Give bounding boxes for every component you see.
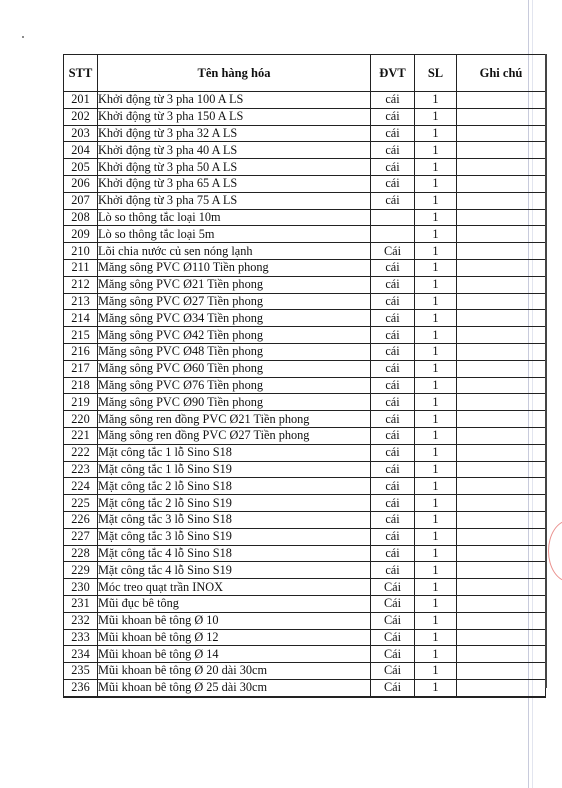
row-stt: 204 xyxy=(64,142,98,159)
table-row xyxy=(64,125,546,142)
row-note xyxy=(457,595,546,612)
row-name: Mũi khoan bê tông Ø 12 xyxy=(98,629,371,646)
row-note xyxy=(457,679,546,696)
row-unit: cái xyxy=(371,545,415,562)
row-note xyxy=(457,495,546,512)
row-stt: 227 xyxy=(64,528,98,545)
row-note xyxy=(457,394,546,411)
row-note xyxy=(457,259,546,276)
row-stt: 206 xyxy=(64,175,98,192)
row-unit: cái xyxy=(371,259,415,276)
row-qty: 1 xyxy=(415,478,457,495)
row-stt: 216 xyxy=(64,343,98,360)
scan-speck xyxy=(22,36,24,38)
row-note xyxy=(457,612,546,629)
row-note xyxy=(457,511,546,528)
table-row xyxy=(64,92,546,109)
table-row xyxy=(64,360,546,377)
row-unit: cái xyxy=(371,495,415,512)
row-name: Mặt công tắc 4 lỗ Sino S19 xyxy=(98,562,371,579)
row-name: Mặt công tắc 4 lỗ Sino S18 xyxy=(98,545,371,562)
row-stt: 217 xyxy=(64,360,98,377)
row-name: Mặt công tắc 3 lỗ Sino S19 xyxy=(98,528,371,545)
row-stt: 221 xyxy=(64,427,98,444)
row-name: Mặt công tắc 2 lỗ Sino S18 xyxy=(98,478,371,495)
row-qty: 1 xyxy=(415,461,457,478)
row-qty: 1 xyxy=(415,411,457,428)
row-qty: 1 xyxy=(415,679,457,696)
row-unit: cái xyxy=(371,293,415,310)
header-qty: SL xyxy=(415,55,457,92)
row-name: Khởi động từ 3 pha 100 A LS xyxy=(98,92,371,109)
table-row xyxy=(64,629,546,646)
row-unit: Cái xyxy=(371,629,415,646)
row-stt: 236 xyxy=(64,679,98,696)
row-note xyxy=(457,411,546,428)
row-qty: 1 xyxy=(415,579,457,596)
row-name: Măng sông PVC Ø60 Tiền phong xyxy=(98,360,371,377)
row-name: Măng sông PVC Ø21 Tiền phong xyxy=(98,276,371,293)
row-note xyxy=(457,646,546,663)
row-stt: 210 xyxy=(64,243,98,260)
table-row xyxy=(64,528,546,545)
table-row xyxy=(64,562,546,579)
row-note xyxy=(457,327,546,344)
table-row xyxy=(64,209,546,226)
row-qty: 1 xyxy=(415,545,457,562)
row-stt: 209 xyxy=(64,226,98,243)
row-note xyxy=(457,377,546,394)
row-note xyxy=(457,108,546,125)
row-note xyxy=(457,276,546,293)
row-qty: 1 xyxy=(415,243,457,260)
row-qty: 1 xyxy=(415,175,457,192)
row-qty: 1 xyxy=(415,394,457,411)
row-stt: 211 xyxy=(64,259,98,276)
row-name: Khởi động từ 3 pha 150 A LS xyxy=(98,108,371,125)
table-row xyxy=(64,478,546,495)
row-unit: cái xyxy=(371,394,415,411)
table-row xyxy=(64,159,546,176)
table-right-shadow xyxy=(545,54,547,688)
row-qty: 1 xyxy=(415,92,457,109)
row-note xyxy=(457,159,546,176)
table-row xyxy=(64,444,546,461)
row-qty: 1 xyxy=(415,595,457,612)
row-stt: 214 xyxy=(64,310,98,327)
row-unit: cái xyxy=(371,125,415,142)
row-qty: 1 xyxy=(415,343,457,360)
row-stt: 207 xyxy=(64,192,98,209)
table-row xyxy=(64,411,546,428)
row-stt: 208 xyxy=(64,209,98,226)
row-name: Móc treo quạt trần INOX xyxy=(98,579,371,596)
row-name: Khởi động từ 3 pha 40 A LS xyxy=(98,142,371,159)
row-name: Khởi động từ 3 pha 50 A LS xyxy=(98,159,371,176)
header-row xyxy=(64,55,546,92)
row-qty: 1 xyxy=(415,511,457,528)
row-unit: cái xyxy=(371,327,415,344)
row-unit: cái xyxy=(371,310,415,327)
row-note xyxy=(457,444,546,461)
row-name: Lò so thông tắc loại 10m xyxy=(98,209,371,226)
row-note xyxy=(457,663,546,680)
row-qty: 1 xyxy=(415,528,457,545)
row-qty: 1 xyxy=(415,259,457,276)
table-row xyxy=(64,679,546,696)
row-unit: cái xyxy=(371,562,415,579)
table-row xyxy=(64,226,546,243)
header-note: Ghi chú xyxy=(457,55,546,92)
row-stt: 233 xyxy=(64,629,98,646)
header-stt: STT xyxy=(64,55,98,92)
row-unit: cái xyxy=(371,444,415,461)
goods-table-body xyxy=(64,92,546,697)
row-note xyxy=(457,545,546,562)
table-row xyxy=(64,293,546,310)
row-unit: cái xyxy=(371,528,415,545)
row-note xyxy=(457,226,546,243)
row-unit: cái xyxy=(371,175,415,192)
row-qty: 1 xyxy=(415,495,457,512)
row-unit: cái xyxy=(371,343,415,360)
table-row xyxy=(64,394,546,411)
row-name: Mũi khoan bê tông Ø 25 dài 30cm xyxy=(98,679,371,696)
row-note xyxy=(457,427,546,444)
table-row xyxy=(64,595,546,612)
row-note xyxy=(457,175,546,192)
row-note xyxy=(457,125,546,142)
row-unit: cái xyxy=(371,92,415,109)
table-row xyxy=(64,545,546,562)
row-note xyxy=(457,293,546,310)
row-note xyxy=(457,360,546,377)
row-name: Mặt công tắc 1 lỗ Sino S19 xyxy=(98,461,371,478)
row-note xyxy=(457,461,546,478)
table-row xyxy=(64,427,546,444)
row-stt: 226 xyxy=(64,511,98,528)
table-row xyxy=(64,612,546,629)
header-name: Tên hàng hóa xyxy=(98,55,371,92)
row-name: Mũi khoan bê tông Ø 20 dài 30cm xyxy=(98,663,371,680)
table-row xyxy=(64,142,546,159)
table-row xyxy=(64,108,546,125)
row-name: Măng sông ren đồng PVC Ø27 Tiền phong xyxy=(98,427,371,444)
table-row xyxy=(64,663,546,680)
table-row xyxy=(64,461,546,478)
row-unit: cái xyxy=(371,511,415,528)
goods-table xyxy=(63,54,546,698)
row-stt: 220 xyxy=(64,411,98,428)
row-unit: Cái xyxy=(371,243,415,260)
row-unit: cái xyxy=(371,276,415,293)
row-stt: 222 xyxy=(64,444,98,461)
row-qty: 1 xyxy=(415,444,457,461)
row-stt: 213 xyxy=(64,293,98,310)
row-unit: Cái xyxy=(371,579,415,596)
row-qty: 1 xyxy=(415,646,457,663)
table-row xyxy=(64,276,546,293)
row-unit: Cái xyxy=(371,612,415,629)
row-stt: 235 xyxy=(64,663,98,680)
row-stt: 231 xyxy=(64,595,98,612)
row-name: Măng sông PVC Ø90 Tiền phong xyxy=(98,394,371,411)
row-unit: cái xyxy=(371,478,415,495)
row-unit: cái xyxy=(371,108,415,125)
row-qty: 1 xyxy=(415,293,457,310)
row-name: Lò so thông tắc loại 5m xyxy=(98,226,371,243)
row-unit: Cái xyxy=(371,646,415,663)
row-note xyxy=(457,310,546,327)
row-name: Măng sông PVC Ø27 Tiền phong xyxy=(98,293,371,310)
row-name: Khởi động từ 3 pha 32 A LS xyxy=(98,125,371,142)
table-row xyxy=(64,327,546,344)
table-row xyxy=(64,310,546,327)
row-unit: cái xyxy=(371,360,415,377)
row-stt: 205 xyxy=(64,159,98,176)
row-unit xyxy=(371,209,415,226)
row-name: Măng sông PVC Ø48 Tiền phong xyxy=(98,343,371,360)
row-stt: 228 xyxy=(64,545,98,562)
row-stt: 223 xyxy=(64,461,98,478)
row-name: Mũi khoan bê tông Ø 10 xyxy=(98,612,371,629)
row-stt: 201 xyxy=(64,92,98,109)
row-stt: 202 xyxy=(64,108,98,125)
table-row xyxy=(64,175,546,192)
table-row xyxy=(64,511,546,528)
row-note xyxy=(457,92,546,109)
row-name: Khởi động từ 3 pha 65 A LS xyxy=(98,175,371,192)
row-qty: 1 xyxy=(415,310,457,327)
row-stt: 234 xyxy=(64,646,98,663)
row-note xyxy=(457,478,546,495)
row-unit: cái xyxy=(371,461,415,478)
row-stt: 225 xyxy=(64,495,98,512)
table-row xyxy=(64,495,546,512)
row-name: Măng sông ren đồng PVC Ø21 Tiền phong xyxy=(98,411,371,428)
row-name: Măng sông PVC Ø110 Tiền phong xyxy=(98,259,371,276)
row-qty: 1 xyxy=(415,142,457,159)
row-note xyxy=(457,192,546,209)
row-qty: 1 xyxy=(415,327,457,344)
goods-table-header xyxy=(64,55,546,92)
row-qty: 1 xyxy=(415,226,457,243)
row-stt: 203 xyxy=(64,125,98,142)
row-note xyxy=(457,243,546,260)
row-stt: 212 xyxy=(64,276,98,293)
row-unit: cái xyxy=(371,159,415,176)
row-note xyxy=(457,579,546,596)
row-name: Mặt công tắc 2 lỗ Sino S19 xyxy=(98,495,371,512)
table-row xyxy=(64,192,546,209)
row-qty: 1 xyxy=(415,209,457,226)
row-note xyxy=(457,629,546,646)
row-note xyxy=(457,209,546,226)
row-name: Măng sông PVC Ø76 Tiền phong xyxy=(98,377,371,394)
row-qty: 1 xyxy=(415,612,457,629)
row-qty: 1 xyxy=(415,360,457,377)
row-stt: 232 xyxy=(64,612,98,629)
row-unit: Cái xyxy=(371,663,415,680)
row-unit: cái xyxy=(371,142,415,159)
row-note xyxy=(457,528,546,545)
row-stt: 229 xyxy=(64,562,98,579)
row-note xyxy=(457,343,546,360)
row-unit: cái xyxy=(371,192,415,209)
table-row xyxy=(64,579,546,596)
row-unit: cái xyxy=(371,377,415,394)
header-unit: ĐVT xyxy=(371,55,415,92)
row-note xyxy=(457,562,546,579)
table-row xyxy=(64,243,546,260)
row-qty: 1 xyxy=(415,427,457,444)
row-name: Lõi chia nước củ sen nóng lạnh xyxy=(98,243,371,260)
row-unit: cái xyxy=(371,427,415,444)
row-unit: Cái xyxy=(371,595,415,612)
row-name: Măng sông PVC Ø34 Tiền phong xyxy=(98,310,371,327)
row-unit: cái xyxy=(371,411,415,428)
table-row xyxy=(64,377,546,394)
row-qty: 1 xyxy=(415,377,457,394)
row-name: Măng sông PVC Ø42 Tiền phong xyxy=(98,327,371,344)
row-stt: 230 xyxy=(64,579,98,596)
row-qty: 1 xyxy=(415,276,457,293)
table-row xyxy=(64,646,546,663)
row-name: Mặt công tắc 3 lỗ Sino S18 xyxy=(98,511,371,528)
row-stt: 224 xyxy=(64,478,98,495)
row-qty: 1 xyxy=(415,159,457,176)
row-qty: 1 xyxy=(415,125,457,142)
row-name: Mặt công tắc 1 lỗ Sino S18 xyxy=(98,444,371,461)
row-qty: 1 xyxy=(415,629,457,646)
row-unit: Cái xyxy=(371,679,415,696)
row-name: Khởi động từ 3 pha 75 A LS xyxy=(98,192,371,209)
table-row xyxy=(64,259,546,276)
row-name: Mũi khoan bê tông Ø 14 xyxy=(98,646,371,663)
row-name: Mũi đục bê tông xyxy=(98,595,371,612)
row-qty: 1 xyxy=(415,562,457,579)
row-unit xyxy=(371,226,415,243)
row-stt: 218 xyxy=(64,377,98,394)
row-stt: 215 xyxy=(64,327,98,344)
row-qty: 1 xyxy=(415,108,457,125)
red-stamp-fragment xyxy=(548,520,562,582)
row-qty: 1 xyxy=(415,663,457,680)
row-qty: 1 xyxy=(415,192,457,209)
table-row xyxy=(64,343,546,360)
row-note xyxy=(457,142,546,159)
row-stt: 219 xyxy=(64,394,98,411)
